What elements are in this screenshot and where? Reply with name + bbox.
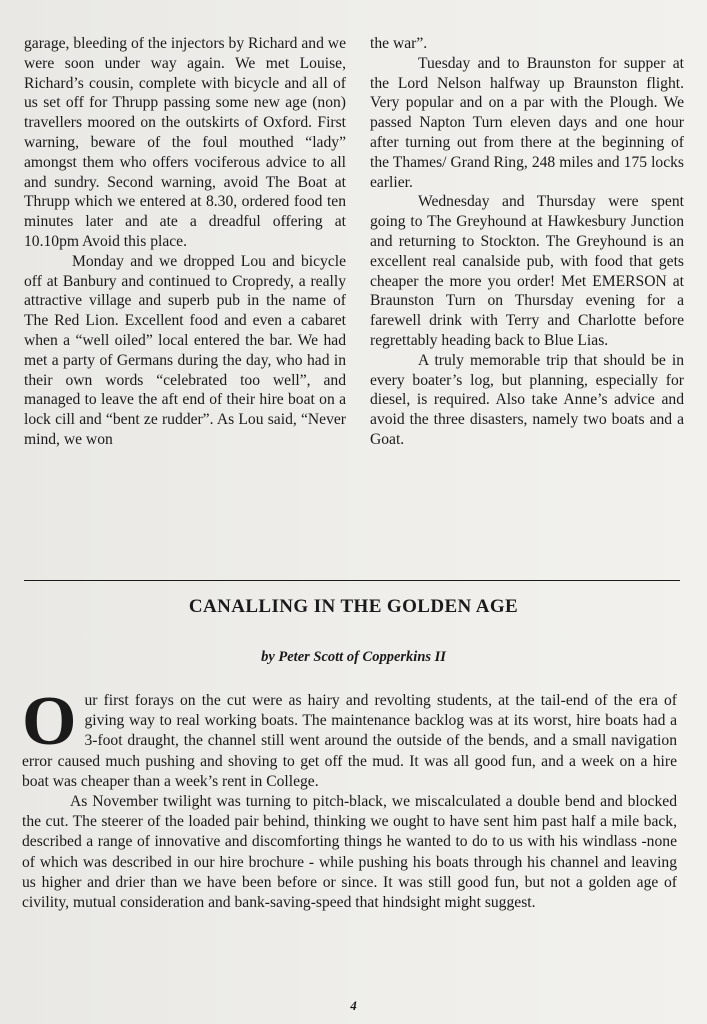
article-title: CANALLING IN THE GOLDEN AGE bbox=[188, 596, 519, 617]
right-column bbox=[370, 34, 684, 450]
article-body bbox=[22, 683, 677, 913]
right-paragraph-2: Tuesday and to Braunston for supper at the Lord Nelson halfway up Braunston flight. Very popular and on a par with the Plough. We passed Napton Turn eleven days and one hour after turning out from there at the beginning of the Thames/ Grand Ring, 248 miles and 175 locks earlier. bbox=[370, 54, 684, 191]
article-paragraph-1-text: ur first forays on the cut were as hairy and revolting students, at the tail-end of the era of giving way to real working boats. The maintenance backlog was at its worst, hire boats had a 3-foot draught, the channel still went around the outside of the bends, and a small navigation error caused much pushing and shoving to get off the mud. It was all good fun, and a week on a hire boat was cheaper than a week’s rent in College. bbox=[22, 692, 677, 790]
article-paragraph-1 bbox=[22, 683, 677, 792]
left-paragraph-1: garage, bleeding of the injectors by Richard and we were soon under way again. We met Louise, Richard’s cousin, complete with bicycle and all of us set off for Thrupp passing some new age (non) travellers moored on the outskirts of Oxford. First warning, beware of the foul mouthed “lady” amongst them who offers vociferous advice to all and sundry. Second warning, avoid The Boat at Thrupp which we entered at 8.30, ordered food ten minutes later and ate a dreadful offering at 10.10pm Avoid this place. bbox=[24, 35, 346, 250]
right-paragraph-4: A truly memorable trip that should be in every boater’s log, but planning, especially for diesel, is required. Also take Anne’s advice and avoid the three disasters, namely two boats and a Goat. bbox=[370, 351, 684, 448]
right-paragraph-1: the war”. bbox=[370, 35, 428, 52]
two-column-text bbox=[24, 34, 684, 450]
section-divider bbox=[24, 580, 680, 581]
article-byline: by Peter Scott of Copperkins II bbox=[261, 649, 446, 665]
left-column bbox=[24, 34, 346, 450]
right-paragraph-3: Wednesday and Thursday were spent going to The Greyhound at Hawkesbury Junction and returning to Stockton. The Greyhound is an excellent real canalside pub, with food that gets cheaper the more you order! Met EMERSON at Braunston Turn on Thursday evening for a farewell drink with Terry and Charlotte before regrettably heading back to Blue Lias. bbox=[370, 193, 684, 349]
left-paragraph-2: Monday and we dropped Lou and bicycle off at Banbury and continued to Cropredy, a really attractive village and superb pub in the name of The Red Lion. Excellent food and even a cabaret when a “well oiled” local entered the bar. We had met a party of Germans during the day, who had in their own words “celebrated too well”, and managed to leave the aft end of their hire boat on a lock cill and “bent ze rudder”. As Lou said, “Never mind, we won bbox=[24, 252, 346, 448]
drop-cap: O bbox=[22, 683, 77, 760]
article-paragraph-2: As November twilight was turning to pitch-black, we miscalculated a double bend and blocked the cut. The steerer of the loaded pair behind, thinking we ought to have sent him past half a mile back, described a range of innovative and discomforting things he wanted to do to us with his windlass -none of which was described in our hire brochure - while pushing his boats through his channel and leaving us higher and drier than we have been before or since. It was still good fun, but not a golden age of civility, mutual consideration and bank-saving-speed that hindsight might suggest. bbox=[22, 793, 677, 912]
page-number: 4 bbox=[350, 998, 357, 1013]
